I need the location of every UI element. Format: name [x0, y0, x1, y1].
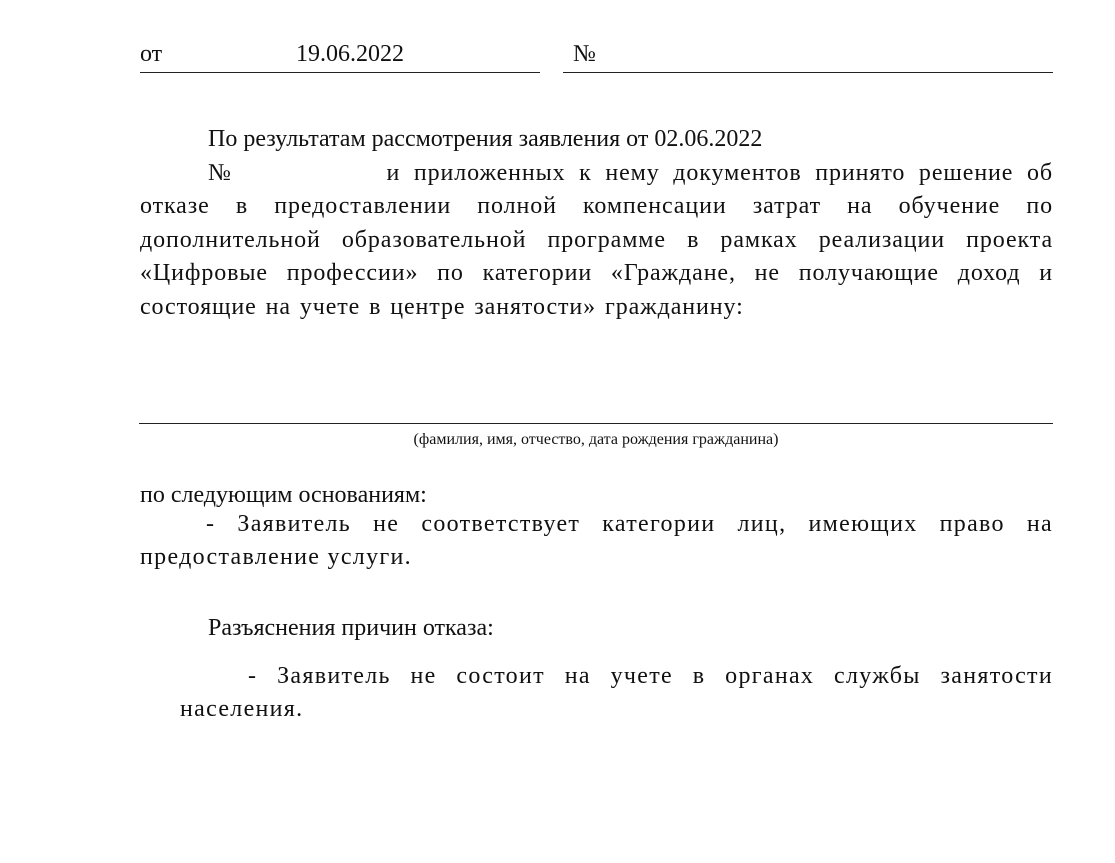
paragraph-line-4: дополнительной образовательной программе в рамках реализации проекта: [140, 226, 1053, 253]
citizen-name-line: [139, 423, 1053, 424]
explanation-item: [180, 660, 1053, 726]
document-date: 19.06.2022: [296, 41, 404, 67]
number-underline: [563, 72, 1053, 73]
date-underline: [140, 72, 540, 73]
paragraph-line-2: [140, 157, 1053, 191]
decision-paragraph: [140, 123, 1053, 324]
paragraph-line-2-text: и приложенных к нему документов принято решение об: [386, 159, 1053, 186]
number-label: №: [573, 41, 596, 67]
grounds-heading: по следующим основаниям:: [140, 482, 427, 508]
paragraph-line-6: состоящие на учете в центре занятости» гражданину:: [140, 293, 744, 320]
from-label: от: [140, 41, 163, 67]
explanation-item-line-1: - Заявитель не состоит на учете в органах службы занятости: [248, 663, 1053, 689]
explanation-heading: Разъяснения причин отказа:: [208, 615, 494, 641]
application-number-label: №: [208, 159, 237, 186]
grounds-item-line-2: предоставление услуги.: [140, 544, 412, 570]
paragraph-line-3: отказе в предоставлении полной компенсации затрат на обучение по: [140, 193, 1053, 219]
citizen-caption: (фамилия, имя, отчество, дата рождения гражданина): [413, 431, 779, 448]
paragraph-line-1: По результатам рассмотрения заявления от 02.06.2022: [208, 126, 763, 152]
grounds-item-line-1: - Заявитель не соответствует категории лиц, имеющих право на: [206, 511, 1053, 537]
paragraph-line-5: «Цифровые профессии» по категории «Граждане, не получающие доход и: [140, 260, 1053, 286]
grounds-item: [140, 508, 1053, 574]
explanation-item-line-2: населения.: [180, 696, 304, 722]
